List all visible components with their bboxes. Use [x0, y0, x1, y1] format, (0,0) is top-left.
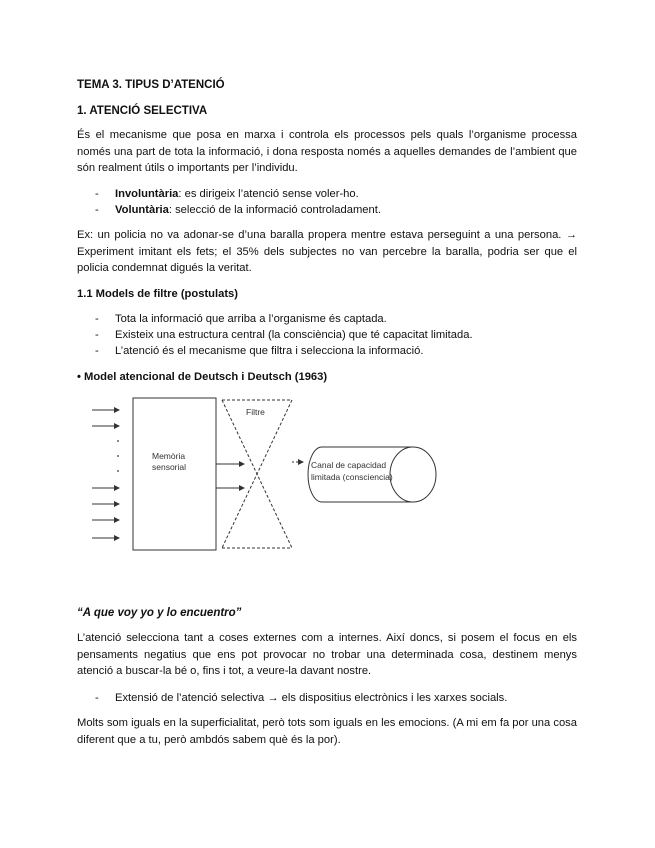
selective-attention-paragraph: L’atenció selecciona tant a coses externes com a internes. Així doncs, si posem el focus en els pensaments negatius que ens pot provocar no trobar una determinada cosa, destinem menys atenció a buscar-la bé o, fins i tot, a veure-la davant nostre.	[77, 632, 577, 677]
channel-label: limitada (consciencia)	[311, 472, 393, 482]
subsection-heading-filter-models: 1.1 Models de filtre (postulats)	[77, 288, 239, 300]
sensory-memory-box	[133, 398, 216, 550]
closing-paragraph: Molts som iguals en la superficialitat, però tots som iguals en les emocions. (A mi em fa por una cosa diferent que a tu, però ambdós sabem què és la por).	[77, 717, 577, 746]
list-item: - Existeix una estructura central (la consciència) que té capacitat limitada.	[95, 329, 473, 341]
list-item: - Tota la informació que arriba a l’organisme és captada.	[95, 313, 387, 325]
page-title: TEMA 3. TIPUS D’ATENCIÓ	[77, 79, 225, 91]
example-paragraph: Ex: un policia no va adonar-se d’una baralla propera mentre estava perseguint a una persona. → Experiment imitant els fets; el 35% dels subjectes no van percebre la baralla, podria ser que el policia condemnat digués la veritat.	[77, 229, 577, 274]
sensory-memory-label: sensorial	[152, 462, 187, 472]
sensory-memory-label: Memòria	[152, 451, 186, 461]
list-item: - L’atenció és el mecanisme que filtra i selecciona la informació.	[95, 345, 424, 357]
list-item: - Voluntària: selecció de la informació controladament.	[95, 204, 381, 216]
filter-shape	[222, 400, 292, 548]
extension-list	[95, 690, 575, 706]
filter-label: Filtre	[246, 407, 265, 417]
definition-paragraph: És el mecanisme que posa en marxa i controla els processos pels quals l’organisme processa només una part de tota la informació, i dona resposta només a aquelles demandes de l’ambient que són realment útils o importants per l’individu.	[77, 129, 577, 174]
channel-label: Canal de capacidad	[311, 460, 387, 470]
input-dot	[117, 440, 119, 442]
section-heading-selective-attention: 1. ATENCIÓ SELECTIVA	[77, 105, 208, 117]
quote-heading: “A que voy yo y lo encuentro”	[77, 607, 242, 619]
model-heading: • Model atencional de Deutsch i Deutsch (1963)	[77, 371, 328, 383]
input-dot	[117, 455, 119, 457]
list-item: - Involuntària: es dirigeix l’atenció sense voler-ho.	[95, 188, 359, 200]
input-dot	[117, 470, 119, 472]
list-item: - Extensió de l’atenció selectiva → els dispositius electrònics i les xarxes socials.	[95, 692, 508, 704]
